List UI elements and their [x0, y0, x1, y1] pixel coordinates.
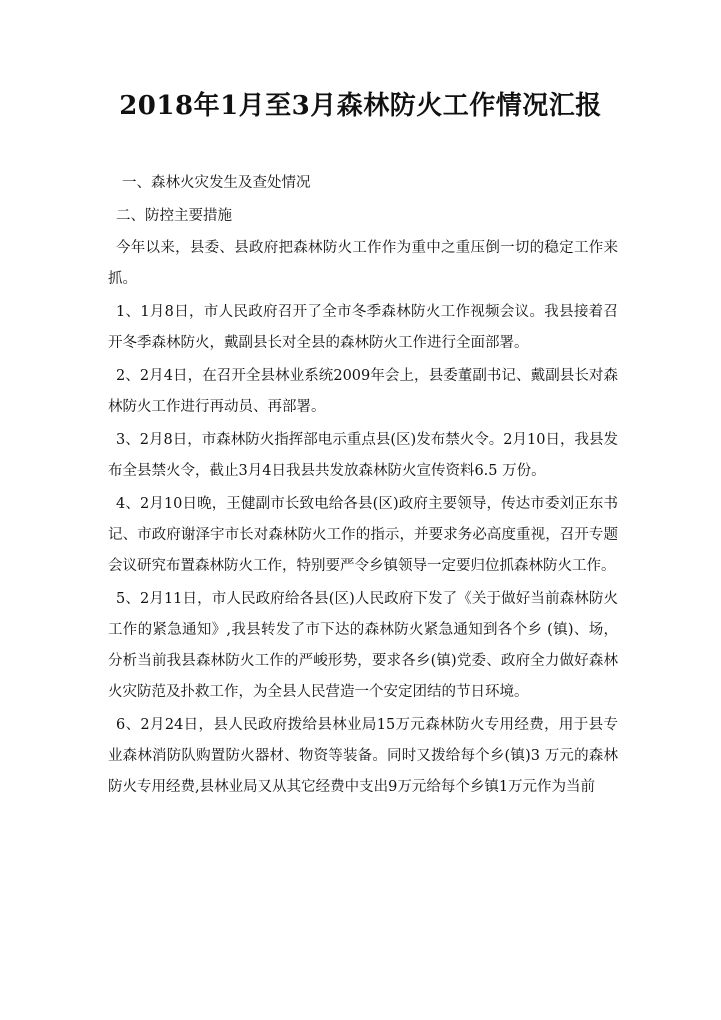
section-heading-2: 二、防控主要措施 [116, 208, 232, 224]
measure-item-4: 4、2月10日晚，王健副市长致电给各县(区)政府主要领导，传达市委刘正东书记、市政府谢泽宇市长对森林防火工作的指示，并要求务必高度重视，召开专题会议研究布置森林防火工作，特别要严令乡镇领导一定要归位抓森林防火工作。 [108, 496, 618, 574]
measure-item-2: 2、2月4日，在召开全县林业系统2009年会上，县委董副书记、戴副县长对森林防火工作进行再动员、再部署。 [108, 368, 618, 415]
intro-paragraph: 今年以来，县委、县政府把森林防火工作作为重中之重压倒一切的稳定工作来抓。 [108, 240, 618, 287]
measure-item-5: 5、2月11日，市人民政府给各县(区)人民政府下发了《关于做好当前森林防火工作的紧急通知》,我县转发了市下达的森林防火紧急通知到各个乡 (镇)、场，分析当前我县森林防火工作的严峻形势，要求各乡(镇)党委、政府全力做好森林火灾防范及扑救工作，为全县人民营造一个安定团结的节日环境。 [108, 591, 618, 700]
document-title: 2018年1月至3月森林防火工作情况汇报 [119, 91, 602, 121]
measure-item-3: 3、2月8日，市森林防火指挥部电示重点县(区)发布禁火令。2月10日，我县发布全县禁火令，截止3月4日我县共发放森林防火宣传资料6.5 万份。 [108, 432, 618, 479]
section-heading-1: 一、森林火灾发生及查处情况 [122, 175, 311, 191]
measure-item-6: 6、2月24日，县人民政府拨给县林业局15万元森林防火专用经费，用于县专业森林消防队购置防火器材、物资等装备。同时又拨给每个乡(镇)3 万元的森林防火专用经费,县林业局又从其它经费中支出9万元给每个乡镇1万元作为当前 [108, 717, 618, 795]
measure-item-1: 1、1月8日，市人民政府召开了全市冬季森林防火工作视频会议。我县接着召开冬季森林防火，戴副县长对全县的森林防火工作进行全面部署。 [108, 304, 618, 351]
document-body [108, 168, 618, 805]
